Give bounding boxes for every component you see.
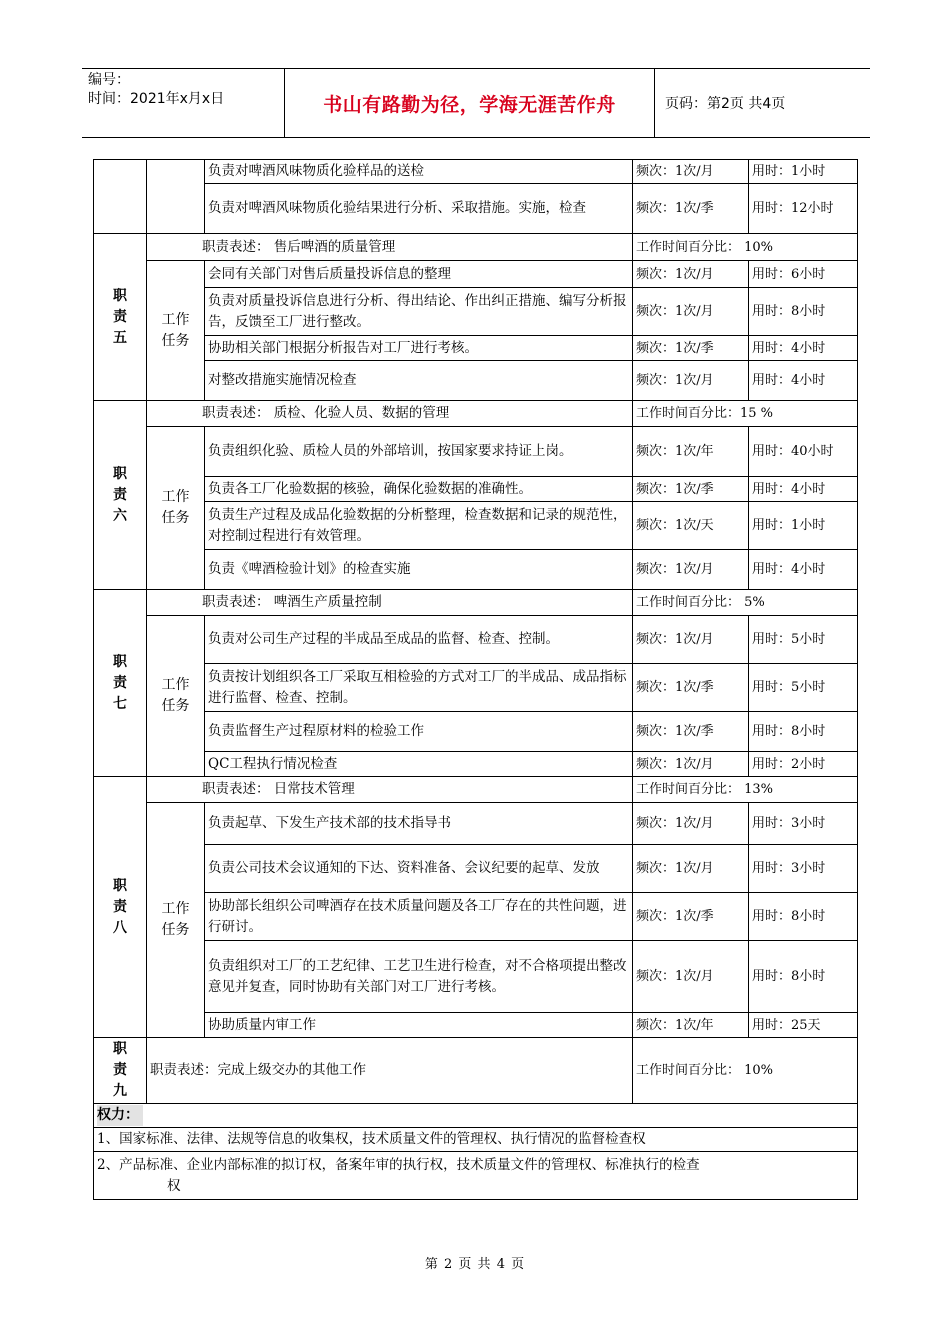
header-page-number: 页码：第2页 共4页 [665,96,786,112]
task-frequency: 频次：1次/季 [633,477,749,502]
table-row [94,941,858,1013]
task-duration: 用时：8小时 [749,893,858,941]
table-row [94,1013,858,1038]
task-text: 负责公司技术会议通知的下达、资料准备、会议纪要的起草、发放 [205,845,633,893]
task-text: 负责起草、下发生产技术部的技术指导书 [205,803,633,845]
duties-table [93,159,858,1200]
duty-description-row [94,1038,858,1104]
table-row [94,803,858,845]
task-duration: 用时：40小时 [749,427,858,477]
table-row [94,361,858,401]
doc-code-label: 编号： [88,72,130,88]
task-duration: 用时：3小时 [749,845,858,893]
table-row [94,288,858,336]
rights-title: 权力： [97,1105,143,1126]
task-duration: 用时：1小时 [749,160,858,184]
task-duration: 用时：4小时 [749,336,858,361]
doc-time-label: 时间：2021年x月x日 [88,91,225,107]
table-row [94,261,858,288]
task-text: 负责监督生产过程原材料的检验工作 [205,712,633,752]
task-text: 负责组织对工厂的工艺纪律、工艺卫生进行检查，对不合格项提出整改意见并复查，同时协助有关部门对工厂进行考核。 [205,941,633,1013]
task-text: 协助质量内审工作 [205,1013,633,1038]
task-duration: 用时：8小时 [749,941,858,1013]
task-duration: 用时：8小时 [749,288,858,336]
task-frequency: 频次：1次/年 [633,427,749,477]
duty-description: 职责表述： 啤酒生产质量控制 [147,590,633,616]
task-text: 协助相关部门根据分析报告对工厂进行考核。 [205,336,633,361]
table-row [94,893,858,941]
task-frequency: 频次：1次/月 [633,261,749,288]
task-duration: 用时：6小时 [749,261,858,288]
task-frequency: 频次：1次/年 [633,1013,749,1038]
task-text: 会同有关部门对售后质量投诉信息的整理 [205,261,633,288]
duty-description: 职责表述： 售后啤酒的质量管理 [147,234,633,261]
task-duration: 用时：5小时 [749,616,858,664]
duty-cell [94,160,147,234]
table-row [94,184,858,234]
task-frequency: 频次：1次/季 [633,184,749,234]
task-label: 工作 任务 [147,803,205,1038]
table-row [94,616,858,664]
duty-description: 职责表述： 日常技术管理 [147,777,633,803]
rights-row [94,1128,858,1152]
task-text: 负责对啤酒风味物质化验结果进行分析、采取措施。实施，检查 [205,184,633,234]
duty-time-percentage: 工作时间百分比： 10% [633,1038,858,1104]
task-text: 对整改措施实施情况检查 [205,361,633,401]
task-label: 工作 任务 [147,616,205,777]
duty-description-row [94,234,858,261]
duty-label: 职 责 九 [94,1038,147,1104]
table-row [94,336,858,361]
header-slogan: 书山有路勤为径，学海无涯苦作舟 [285,69,655,137]
task-duration: 用时：4小时 [749,550,858,590]
task-duration: 用时：8小时 [749,712,858,752]
duty-description-row [94,401,858,427]
rights-item [94,1152,858,1200]
task-duration: 用时：5小时 [749,664,858,712]
task-text: 负责对啤酒风味物质化验样品的送检 [205,160,633,184]
task-frequency: 频次：1次/月 [633,845,749,893]
table-row [94,712,858,752]
duty-description: 职责表述：完成上级交办的其他工作 [147,1038,633,1104]
task-text: 负责对质量投诉信息进行分析、得出结论、作出纠正措施、编写分析报告，反馈至工厂进行整改。 [205,288,633,336]
task-frequency: 频次：1次/月 [633,288,749,336]
task-frequency: 频次：1次/季 [633,712,749,752]
duty-time-percentage: 工作时间百分比： 5% [633,590,858,616]
page-header [82,68,870,138]
table-row [94,502,858,550]
task-duration: 用时：4小时 [749,361,858,401]
task-frequency: 频次：1次/月 [633,752,749,777]
rights-title-cell [94,1104,858,1128]
task-duration: 用时：12小时 [749,184,858,234]
task-duration: 用时：4小时 [749,477,858,502]
task-text: QC工程执行情况检查 [205,752,633,777]
task-duration: 用时：3小时 [749,803,858,845]
task-text: 负责《啤酒检验计划》的检查实施 [205,550,633,590]
task-frequency: 频次：1次/季 [633,336,749,361]
duty-time-percentage: 工作时间百分比： 13% [633,777,858,803]
rights-title-row [94,1104,858,1128]
duty-label: 职 责 六 [94,401,147,590]
task-text: 负责按计划组织各工厂采取互相检验的方式对工厂的半成品、成品指标进行监督、检查、控制。 [205,664,633,712]
duty-label: 职 责 七 [94,590,147,777]
task-frequency: 频次：1次/月 [633,941,749,1013]
task-label-cell [147,160,205,234]
table-row [94,752,858,777]
task-frequency: 频次：1次/季 [633,664,749,712]
task-text: 负责对公司生产过程的半成品至成品的监督、检查、控制。 [205,616,633,664]
task-frequency: 频次：1次/月 [633,803,749,845]
task-text: 负责组织化验、质检人员的外部培训，按国家要求持证上岗。 [205,427,633,477]
page-footer: 第 2 页 共 4 页 [424,1257,526,1272]
task-text: 负责生产过程及成品化验数据的分析整理，检查数据和记录的规范性，对控制过程进行有效管理。 [205,502,633,550]
duty-description-row [94,777,858,803]
table-row [94,477,858,502]
task-text: 负责各工厂化验数据的核验，确保化验数据的准确性。 [205,477,633,502]
task-frequency: 频次：1次/月 [633,550,749,590]
table-row [94,845,858,893]
task-text: 协助部长组织公司啤酒存在技术质量问题及各工厂存在的共性问题，进行研讨。 [205,893,633,941]
table-row [94,550,858,590]
rights-item-continuation: 权 [167,1177,181,1194]
header-meta [82,69,285,137]
task-label: 工作 任务 [147,261,205,401]
table-row [94,160,858,184]
rights-row [94,1152,858,1200]
task-frequency: 频次：1次/月 [633,616,749,664]
task-frequency: 频次：1次/月 [633,361,749,401]
task-duration: 用时：1小时 [749,502,858,550]
task-frequency: 频次：1次/月 [633,160,749,184]
duty-time-percentage: 工作时间百分比： 10% [633,234,858,261]
table-row [94,664,858,712]
task-frequency: 频次：1次/天 [633,502,749,550]
table-row [94,427,858,477]
task-duration: 用时：2小时 [749,752,858,777]
task-duration: 用时：25天 [749,1013,858,1038]
rights-item-text: 2、产品标准、企业内部标准的拟订权，备案年审的执行权，技术质量文件的管理权、标准执行的检查 [97,1156,700,1173]
duty-description-row [94,590,858,616]
duty-description: 职责表述： 质检、化验人员、数据的管理 [147,401,633,427]
rights-item: 1、国家标准、法律、法规等信息的收集权，技术质量文件的管理权、执行情况的监督检查权 [94,1128,858,1152]
duty-time-percentage: 工作时间百分比：15 % [633,401,858,427]
task-label: 工作 任务 [147,427,205,590]
task-frequency: 频次：1次/季 [633,893,749,941]
duty-label: 职 责 八 [94,777,147,1038]
duty-label: 职 责 五 [94,234,147,401]
